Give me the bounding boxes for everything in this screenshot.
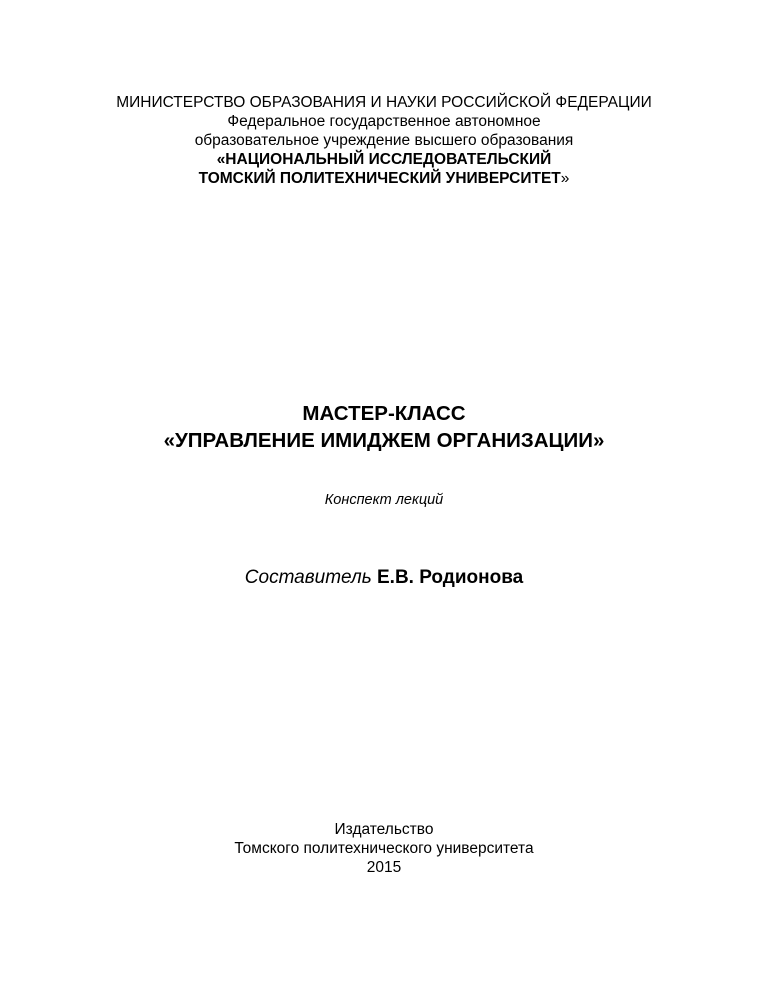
publication-year: 2015 xyxy=(366,859,402,876)
university-name-line-1: «НАЦИОНАЛЬНЫЙ ИССЛЕДОВАТЕЛЬСКИЙ xyxy=(216,151,552,168)
university-close-quote: » xyxy=(560,170,570,187)
university-name-line-2: ТОМСКИЙ ПОЛИТЕХНИЧЕСКИЙ УНИВЕРСИТЕТ xyxy=(198,170,561,187)
university-name-line-2-wrapper xyxy=(0,169,768,188)
title-line-2: «УПРАВЛЕНИЕ ИМИДЖЕМ ОРГАНИЗАЦИИ» xyxy=(163,429,605,452)
publisher-line-2: Томского политехнического университета xyxy=(234,840,534,857)
document-type: Конспект лекций xyxy=(324,492,444,508)
compiler-name: Е.В. Родионова xyxy=(377,567,524,588)
publisher-line-1: Издательство xyxy=(334,821,434,838)
header-block xyxy=(0,93,768,188)
title-line-1: МАСТЕР-КЛАСС xyxy=(302,402,466,425)
document-title xyxy=(0,400,768,454)
publisher-block xyxy=(0,820,768,877)
compiler-line xyxy=(0,567,768,589)
institution-type-line-2: образовательное учреждение высшего образования xyxy=(194,132,574,149)
institution-type-line-1: Федеральное государственное автономное xyxy=(227,113,541,130)
ministry-name: МИНИСТЕРСТВО ОБРАЗОВАНИЯ И НАУКИ РОССИЙСКОЙ ФЕДЕРАЦИИ xyxy=(116,94,652,111)
compiler-role: Составитель xyxy=(244,567,372,588)
